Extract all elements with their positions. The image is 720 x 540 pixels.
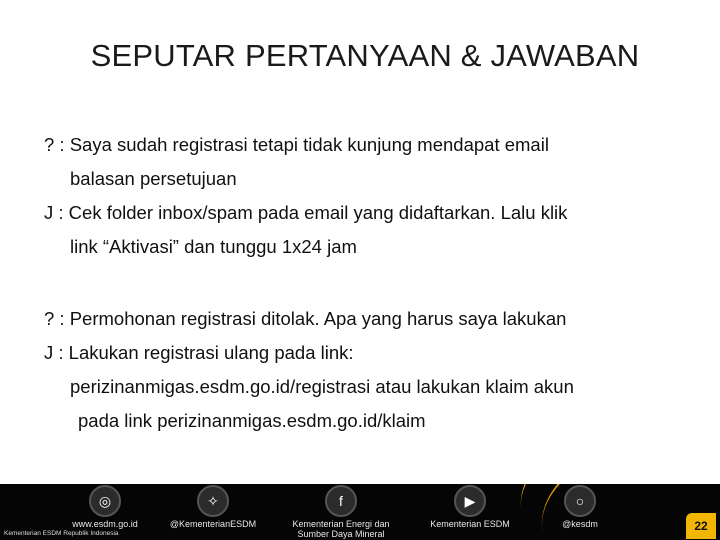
page-number: 22 bbox=[686, 513, 716, 539]
social-label: www.esdm.go.id bbox=[72, 519, 138, 529]
ministry-label: Kementerian ESDM Republik Indonesia bbox=[4, 530, 119, 537]
question-text: ? : Permohonan registrasi ditolak. Apa yang harus saya lakukan bbox=[44, 308, 567, 329]
social-label: Kementerian ESDM bbox=[430, 519, 510, 529]
answer-text-continued: pada link perizinanmigas.esdm.go.id/klaim bbox=[78, 410, 426, 431]
instagram-icon: ○ bbox=[564, 485, 596, 517]
question-text-continued: balasan persetujuan bbox=[70, 168, 237, 189]
facebook-icon: f bbox=[325, 485, 357, 517]
globe-icon: ◎ bbox=[89, 485, 121, 517]
qa-item bbox=[44, 128, 567, 264]
answer-text-continued: link “Aktivasi” dan tunggu 1x24 jam bbox=[70, 236, 357, 257]
answer-text: J : Lakukan registrasi ulang pada link: bbox=[44, 342, 354, 363]
social-facebook[interactable] bbox=[276, 485, 406, 539]
social-label: Kementerian Energi dan Sumber Daya Mineral bbox=[292, 519, 390, 539]
slide-title: SEPUTAR PERTANYAAN & JAWABAN bbox=[90, 38, 640, 73]
social-twitter[interactable] bbox=[148, 485, 278, 529]
twitter-icon: ✧ bbox=[197, 485, 229, 517]
question-text: ? : Saya sudah registrasi tetapi tidak kunjung mendapat email bbox=[44, 134, 549, 155]
qa-item bbox=[44, 302, 574, 438]
youtube-icon: ▶ bbox=[454, 485, 486, 517]
answer-text: J : Cek folder inbox/spam pada email yang didaftarkan. Lalu klik bbox=[44, 202, 568, 223]
answer-text-continued: perizinanmigas.esdm.go.id/registrasi atau lakukan klaim akun bbox=[70, 376, 574, 397]
social-label: @KementerianESDM bbox=[169, 519, 257, 529]
social-label: @kesdm bbox=[562, 519, 598, 529]
social-instagram[interactable] bbox=[515, 485, 645, 529]
